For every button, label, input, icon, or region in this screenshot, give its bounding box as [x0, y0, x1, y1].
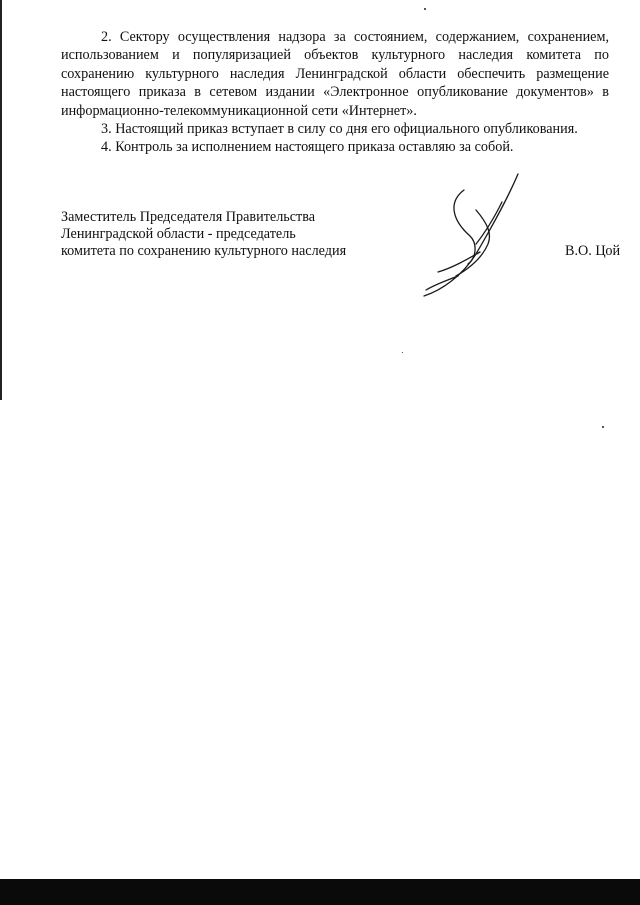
position-line-1: Заместитель Председателя Правительства	[61, 209, 316, 225]
position-line-2: Ленинградской области - председатель	[61, 226, 296, 242]
signature-block	[61, 209, 346, 260]
signer-name: В.О. Цой	[565, 243, 621, 259]
position-line-3: комитета по сохранению культурного наследия	[61, 243, 347, 259]
paragraph-3: 3. Настоящий приказ вступает в силу со дня его официального опубликования.	[101, 121, 578, 138]
handwritten-signature	[418, 172, 528, 307]
paragraph-2: 2. Сектору осуществления надзора за состоянием, содержанием, сохранением, использованием и популяризацией объектов культурного наследия комитета по сохранению культурного наследия Ленинградской области обеспечить размещение настоящего приказа в сетевом издании «Электронное опубликование документов» в информационно-телекоммуникационной сети «Интернет».	[61, 29, 609, 119]
scan-speck	[424, 8, 426, 10]
paragraph-4: 4. Контроль за исполнением настоящего приказа оставляю за собой.	[101, 139, 514, 156]
scan-bottom-border	[0, 879, 640, 905]
scan-speck	[602, 426, 604, 428]
scan-speck	[402, 352, 403, 353]
order-body	[61, 28, 609, 157]
scan-left-edge	[0, 0, 2, 400]
